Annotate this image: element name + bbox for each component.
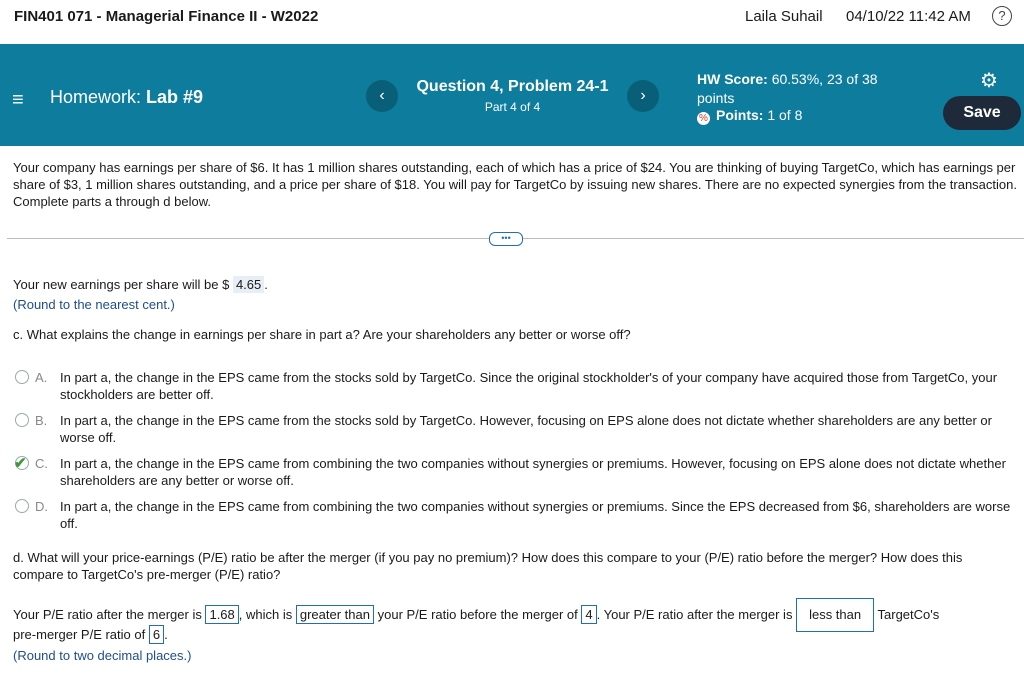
homework-prefix: Homework: [50,87,142,107]
top-bar [0,0,1024,44]
question-d: d. What will your price-earnings (P/E) ratio be after the merger (if you pay no premium)? How does this compare to your (P/E) ratio before the merger? How does this compare to TargetCo's pre-merger (P/E) ratio? [13,550,963,582]
option-letter: D. [35,499,48,514]
pe-text-5: TargetCo's [877,607,940,622]
menu-icon[interactable]: ≡ [12,89,24,111]
datetime: 04/10/22 11:42 AM [846,8,971,25]
hw-score-unit: points [697,90,735,106]
round-hint: (Round to the nearest cent.) [13,297,175,312]
option-letter: A. [35,370,48,385]
homework-name: Lab #9 [146,87,204,107]
comparison-dropdown-2[interactable]: less than [796,598,874,632]
targetco-pe-answer[interactable]: 6 [149,625,164,644]
option-text: In part a, the change in the EPS came from the stocks sold by TargetCo. However, focusing on EPS alone does not dictate whether shareholders are any better or worse off. [60,413,992,445]
radio-d[interactable] [15,499,29,513]
question-title: Question 4, Problem 24-1 [416,78,609,95]
expand-button[interactable]: ••• [489,232,523,246]
previous-question-button[interactable]: ‹ [366,80,398,112]
pe-text-6: pre-merger P/E ratio of [13,627,146,642]
option-text: In part a, the change in the EPS came from the stocks sold by TargetCo. Since the original stockholder's of your company have acquired those from TargetCo, your stockholders are better off. [60,370,998,402]
eps-answer-line [13,277,268,292]
pe-text-4: . Your P/E ratio after the merger is [596,607,793,622]
points-value: 1 of 8 [767,107,803,123]
radio-b[interactable] [15,413,29,427]
option-d[interactable] [15,498,1020,532]
points-label: Points: [716,107,764,123]
problem-statement: Your company has earnings per share of $6. It has 1 million shares outstanding, each of which has a price of $24. You are thinking of buying TargetCo, which has earnings per share of $3, 1 million shares outstanding, and a price per share of $18. You will pay for TargetCo by issuing new shares. There are no expected synergies from the transaction. Complete parts a through d below. [13,160,1017,209]
eps-prefix: Your new earnings per share will be $ [13,277,230,292]
pe-text-7: . [164,627,168,642]
eps-suffix: . [264,277,268,292]
hw-score-label: HW Score: [697,71,768,87]
gear-icon[interactable]: ⚙ [980,70,998,92]
hw-score [697,70,878,108]
question-part: Part 4 of 4 [484,100,541,114]
next-question-button[interactable]: › [627,80,659,112]
course-title: FIN401 071 - Managerial Finance II - W2022 [14,8,319,25]
option-letter: C. [35,456,48,471]
option-a[interactable] [15,369,1020,403]
eps-answer: 4.65 [233,276,264,293]
partial-credit-icon: % [697,112,710,125]
help-icon[interactable]: ? [992,6,1012,26]
radio-a[interactable] [15,370,29,384]
homework-bar [0,44,1024,146]
checkmark-icon: ✔ [14,455,27,472]
pe-text-3: your P/E ratio before the merger of [377,607,578,622]
pe-text-1: Your P/E ratio after the merger is [13,607,202,622]
option-text: In part a, the change in the EPS came from combining the two companies without synergies or premiums. Since the EPS decreased from $6, shareholders are worse off. [60,499,1011,531]
option-letter: B. [35,413,48,428]
homework-title [50,87,203,108]
question-c: c. What explains the change in earnings per share in part a? Are your shareholders any better or worse off? [13,327,631,342]
option-text: In part a, the change in the EPS came from combining the two companies without synergies or premiums. However, focusing on EPS alone does not dictate whether shareholders are any better or worse off. [60,456,1006,488]
option-b[interactable] [15,412,1020,446]
pe-text-2: , which is [238,607,293,622]
pe-after-merger-answer[interactable]: 1.68 [205,605,238,624]
hw-score-value: 60.53%, 23 of 38 [771,71,878,87]
pe-answer-line-2 [13,625,168,645]
radio-c[interactable] [15,456,29,470]
save-button[interactable]: Save [943,96,1021,130]
points-line [697,107,802,125]
option-c[interactable] [15,455,1020,489]
pe-before-merger-answer[interactable]: 4 [581,605,596,624]
user-name: Laila Suhail [745,8,823,25]
comparison-dropdown-1[interactable]: greater than [296,605,374,624]
round-hint-2: (Round to two decimal places.) [13,648,192,663]
